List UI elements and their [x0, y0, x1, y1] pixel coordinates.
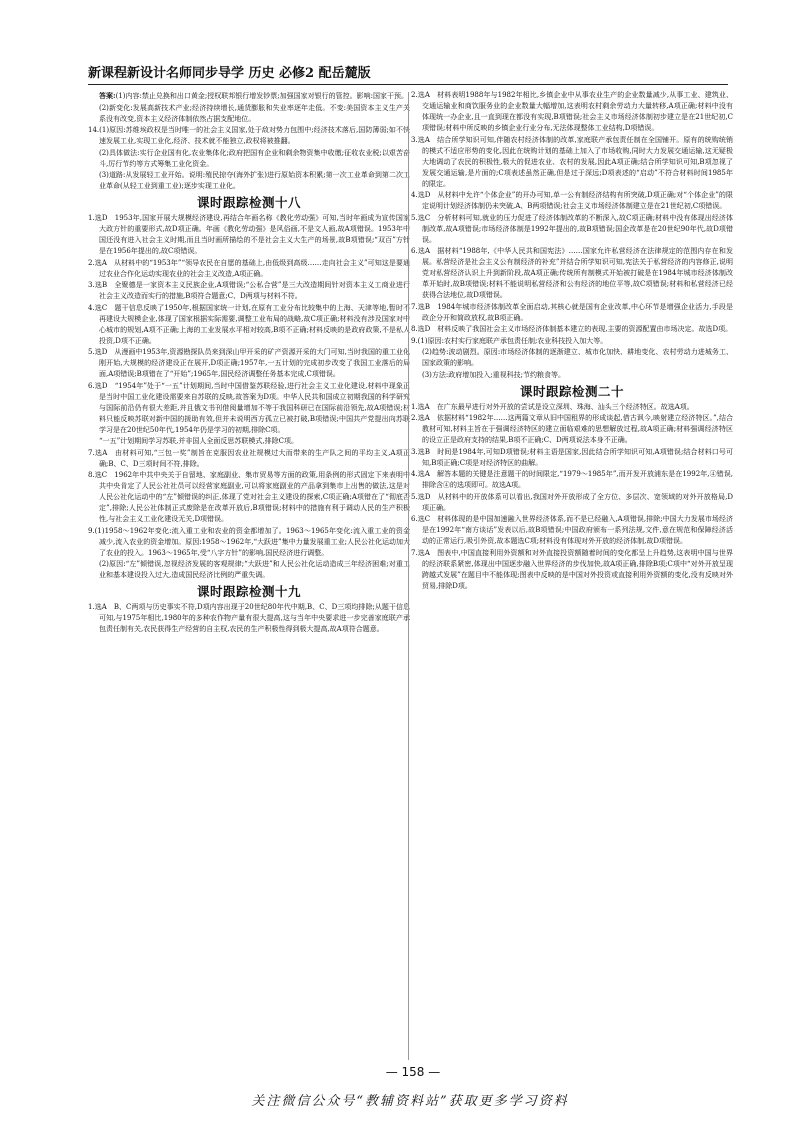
answer-paragraph: [88, 213, 410, 257]
header-rule: [88, 84, 728, 85]
answer-text: 4.选C 题干信息反映了1950年,根据国家统一计划,在原有工业分布比较集中的上海、天津等地,暂时不再建设大规模企业,体现了国家根据实际需要,调整工业布局的战略,故C项正确;材料没有涉及国家对中心城市的规划,A项不正确;上海的工业发展水平相对较高,B项不正确;材料反映的是政府政策,不是私人投资,D项不正确。: [88, 303, 410, 345]
section-heading: 课时跟踪检测十八: [196, 195, 301, 210]
answer-text: 8.选C 1962年中共中央关于自留地、家庭副业、集市贸易等方面的政策,用条例的形式固定下来表明中共中央肯定了人民公社社员可以经营家庭副业,可以将家庭副业的产品拿到集市上出售的做法,这是对人民公社化运动中的“左”倾错误的纠正,体现了党对社会主义建设的探索,C项正确;A项错在了“彻底否定”,排除;人民公社体制正式废除是在改革开放后,B项错误;材料中的措施有利于调动人民的生产积极性,与社会主义工业化建设无关,D项错误。: [88, 471, 410, 523]
answer-text: (3)方法:政府增加投入;重视科技;节约粮食等。: [422, 370, 565, 379]
answer-paragraph: [88, 148, 410, 170]
column-divider: [408, 92, 409, 1060]
answer-paragraph: [411, 302, 733, 324]
answer-paragraph: [411, 190, 733, 212]
answer-text: 1.选D 1953年,国家开展大规模经济建设,再结合年画名称《教化劳动强》可知,当时年画成为宣传国家大政方针的重要形式,故D项正确。年画《教化劳动强》是风俗画,不是文人画,故A项错误。1953年中国还没有进入社会主义时期,而且当时画所描绘的不是社会主义大生产的场景,故B项错误;“双百”方针是在1956年提出的,故C项错误。: [88, 214, 410, 255]
answer-text: 5.选C 分析材料可知,就业的压力促进了经济体制改革的不断深入,故C项正确;材料中没有体现出经济体制改革,故A项错误;市场经济体制是1992年提出的,故B项错误;国企改革是在20世纪90年代,故D项错误。: [411, 213, 733, 244]
answer-text: 9.(1)1958～1962年变化:流入重工业和农业的资金都增加了。1963～1965年变化:流入重工业的资金减少,流入农业的资金增加。原因:1958～1962年,“大跃进”集中力量发展重工业;人民公社化运动加大了农业的投入。1963～1965年,受“八字方针”的影响,国民经济进行调整。: [88, 526, 410, 557]
answer-text: 8.选D 材料反映了我国社会主义市场经济体制基本建立的表现,主要的资源配置由市场决定。故选D项。: [411, 325, 733, 333]
answer-text: 4.选D 从材料中允许“个体企业”的开办可知,单一公有制经济结构有所突破,D项正确;对“个体企业”的限定说明计划经济体制仍未突破,A、B两项错误;社会主义市场经济体制建立是在21世纪初,C项错误。: [411, 191, 733, 210]
answer-label: 答案:: [99, 91, 116, 100]
answer-paragraph: [88, 258, 410, 280]
answer-paragraph: [411, 469, 733, 491]
answer-text: 3.选B 全聚德是一家资本主义民族企业,A项错误;“公私合营”是三大改造期间针对资本主义工商业进行社会主义改造而实行的措施,B项符合题意;C、D两项与材料不符。: [88, 281, 410, 300]
answer-text: 7.选B 1984年城市经济体制改革全面启动,其核心就是国有企业改革,中心环节是增强企业活力,手段是政企分开和简政放权,故B项正确。: [411, 302, 733, 322]
answer-paragraph: [88, 559, 410, 581]
answer-text: 5.选D 从材料中的开放体系可以看出,我国对外开放形成了全方位、多层次、宽领域的对外开放格局,D项正确。: [411, 492, 733, 512]
answer-text: (2)具体做法:实行企业国有化,农业集体化;政府把国有企业和剩余物资集中收缴;征收农业税;以艰苦奋斗,厉行节约等方式筹集工业化资金。: [99, 148, 410, 168]
right-column: [411, 90, 733, 1100]
answer-paragraph: [88, 526, 410, 559]
answer-text: 1.选A 在广东最早进行对外开放的尝试是设立深圳、珠海、汕头三个经济特区。故选A项。: [411, 402, 694, 411]
answer-text: 4.选A 解答本题的关键是注意题干的时间限定,“1979～1985年”,而开发开放浦东是在1992年,④错误,排除含④的选项即可。故选A项。: [411, 470, 733, 489]
answer-paragraph: [411, 514, 733, 547]
answer-text: (2)趋势:波动剧烈。原因:市场经济体制的逐渐建立、城市化加快、耕地变化、农村劳动力进城务工、国家政策的影响。: [422, 348, 733, 367]
answer-text: 9.(1)原因:农村实行家庭联产承包责任制;农业科技投入加大等。: [411, 336, 608, 345]
answer-text: 2.选A 依据材料“1982年……这两篇文章从旧中国租界的形成谈起,借古讽今,映射建立经济特区。”,结合教材可知,材料主旨在于强调经济特区的建立面临艰难的思想解放过程,故A项正确;材料强调经济特区的设立正是政府支持的结果,B项不正确;C、D两项说法本身不正确。: [411, 414, 733, 444]
answer-paragraph: [411, 324, 733, 335]
answer-paragraph: [88, 381, 410, 436]
answer-paragraph: [88, 125, 410, 147]
answer-paragraph: [88, 602, 410, 635]
page-number: — 158 —: [385, 1065, 441, 1079]
section-heading: 课时跟踪检测二十: [519, 383, 624, 399]
answer-text: (2)原因:“左”倾错误,忽视经济发展的客观规律;“大跃进”和人民公社化运动造成三年经济困难;对重工业和基本建设投入过大,造成国民经济比例的严重失调。: [99, 560, 410, 579]
section-heading: 课时跟踪检测十九: [196, 584, 301, 599]
answer-text: 6.选D “1954年”处于“一五”计划期间,当时中国借鉴苏联经验,进行社会主义工业化建设,材料中现象正是当时中国工业化建设需要来自苏联的反映,故答案为D项。中华人民共和国成立初期我国的科学研究与国际前沿仍有很大差距,并且俄文书刊借阅量增加不等于我国科研已在国际前沿领先,故A项错误;材料只能反映苏联对新中国的援助有效,但并未说明西方孤立已被打破,B项错误;中国共产党提出向苏联学习是在20世纪50年代,1954年仍是学习的初期,排除C项。: [88, 381, 410, 434]
answer-text: (3)道路:从发展轻工业开始。说明:殖民掠夺(海外扩张)进行原始资本积累;第一次工业革命到第二次工业革命(从轻工业到重工业);逐步实现工业化。: [99, 171, 410, 190]
answer-text: 7.选A 图表中,中国直接利用外资额和对外直接投资额随着时间的变化都呈上升趋势,这表明中国与世界的经济联系紧密,体现出中国逐步融入世界经济的步伐加快,故A项正确,排除B项;C项中“对外开放呈现跨越式发展”在题目中不能体现;图表中反映的是中国对外投资或直接利用外资额的变化,没有反映对外贸易,排除D项。: [411, 548, 733, 590]
answer-paragraph: [411, 246, 733, 301]
answer-text: 3.选B 时间是1984年,可知D项错误;材料主语是国家,因此结合所学知识可知,A项错误;结合材料口号可知,B项正确;C项是对经济特区的曲解。: [411, 447, 733, 467]
answer-text: 14.(1)原因:苏维埃政权是当时唯一的社会主义国家,处于敌对势力包围中;经济技术落后,国防薄弱;如不快速发展工业,实现工业化,经济、技术就不能独立,政权将被推翻。: [88, 126, 410, 145]
answer-text: 5.选D 从漫画中1953年,资源勘探队员来到深山甲开采的矿产资源开采的大门可知,当时我国的重工业化刚开始,大规模的经济建设正在展开,D项正确;1957年,一五计划的完成初步改变了我国工业落后的局面,A项错误;B项错在了“开始”;1965年,国民经济调整任务基本完成,C项错误。: [88, 348, 410, 378]
answer-text: 1.选A B、C两项与历史事实不符,D项内容出现于20世纪80年代中期,B、C、D三项均排除;从题干信息可知,与1975年相比,1980年的多种农作物产量有很大提高,这与当年中央要求进一步完善家庭联产承包责任制有关,农民获得生产经营的自主权,农民的生产积极性得到极大提高,故A项符合题意。: [88, 603, 410, 633]
answer-paragraph: [88, 90, 410, 102]
answer-paragraph: [411, 347, 733, 369]
answer-text: 2.选A 材料表明1988年与1982年相比,乡镇企业中从事农业生产的企业数量减少,从事工业、建筑业、交通运输业和商饮服务业的企业数量大幅增加,这表明农村剩余劳动力大量转移,A项正确;材料中没有体现统一办企业,且一直到现在都没有实现,B项错误;社会主义市场经济体制初步建立是在21世纪初,C项错误;材料中所反映的乡镇企业行业分布,无法体现整体工业结构,D项错误。: [411, 91, 733, 132]
answer-paragraph: [411, 370, 733, 381]
answer-paragraph: [88, 347, 410, 380]
left-column: [88, 90, 410, 1100]
answer-paragraph: [411, 90, 733, 134]
answer-text: 6.选A 据材料“1988年,《中华人民共和国宪法》……国家允许私营经济在法律规定的范围内存在和发展。私营经济是社会主义公有制经济的补充”并结合所学知识可知,宪法关于私营经济的内容修正,说明党对私营经济认识上升到新阶段,故A项正确;传统所有制模式开始被打破是在1984年城市经济体制改革开始时,故B项错误;材料不能说明私营经济和公有经济的地位平等,故C项错误;材料和私营经济已经获得合法地位,故D项错误。: [411, 247, 733, 299]
page-header: 新课程新设计名师同步导学 历史 必修2 配岳麓版: [88, 66, 371, 81]
answer-paragraph: [411, 213, 733, 246]
answer-paragraph: [411, 135, 733, 190]
answer-paragraph: [411, 336, 733, 347]
answer-paragraph: [88, 280, 410, 302]
answer-text: 2.选A 从材料中的“1953年”“领导农民在自愿的基础上,由低级到高级……走向社会主义”可知这是要通过农业合作化运动实现农业的社会主义改造,A项正确。: [88, 258, 410, 278]
answer-text: 3.选A 结合所学知识可知,伴随农村经济体制的改革,家庭联产承包责任制在全国铺开。原有的统购统销的模式不适应形势的变化,因此在统购计划的基础上加入了市场收购,同时大力发展交通运输,这无疑极大地调动了农民的积极性,极大的促进农业、农村的发展,因此A项正确;结合所学知识可知,B项忽视了发展交通运输,是片面的;C项表述虽然正确,但是过于深远;D项表述的“启动”不符合材料时间1985年的限定。: [411, 135, 733, 188]
answer-text: “一五”计划期间学习苏联,并非国人全面反思苏联模式,排除C项。: [99, 437, 298, 445]
answer-paragraph: [411, 402, 733, 413]
answer-paragraph: [411, 492, 733, 514]
answer-paragraph: [88, 470, 410, 525]
answer-paragraph: [411, 447, 733, 469]
footer-note: 关注微信公众号“教辅资料站”获取更多学习资料: [251, 1094, 569, 1109]
answer-text: (2)新变化:发展高新技术产业;经济持续增长,通货膨胀和失业率逐年走低。不变:美国资本主义生产关系没有改变,资本主义经济体制依然占据支配地位。: [99, 103, 410, 123]
answer-paragraph: [88, 170, 410, 192]
answer-paragraph: [411, 413, 733, 446]
answer-paragraph: [88, 448, 410, 470]
answer-text: 7.选A 由材料可知,“三包一奖”制旨在克服因农业社规模过大而带来的生产队之间的平均主义,A项正确;B、C、D三项时间不符,排除。: [88, 448, 410, 468]
answer-text: 6.选C 材料体现的是中国加速融入世界经济体系,而不是已经融入,A项错误,排除;中国大力发展市场经济是在1992年“南方谈话”发表以后,故B项错误;中国政府颁布一系列法规,文件,意在规范和保障经济活动的正常运行,吸引外资,故本题选C项;材料没有体现对外开放的经济体制,故D项错误。: [411, 515, 733, 545]
answer-paragraph: [88, 436, 410, 447]
answer-text: (1)内容:禁止兑换和出口黄金;授权联邦银行增发钞票;加强国家对银行的管控。影响:国家干预。: [115, 92, 408, 100]
answer-paragraph: [88, 303, 410, 347]
answer-paragraph: [411, 548, 733, 592]
answer-paragraph: [88, 103, 410, 125]
